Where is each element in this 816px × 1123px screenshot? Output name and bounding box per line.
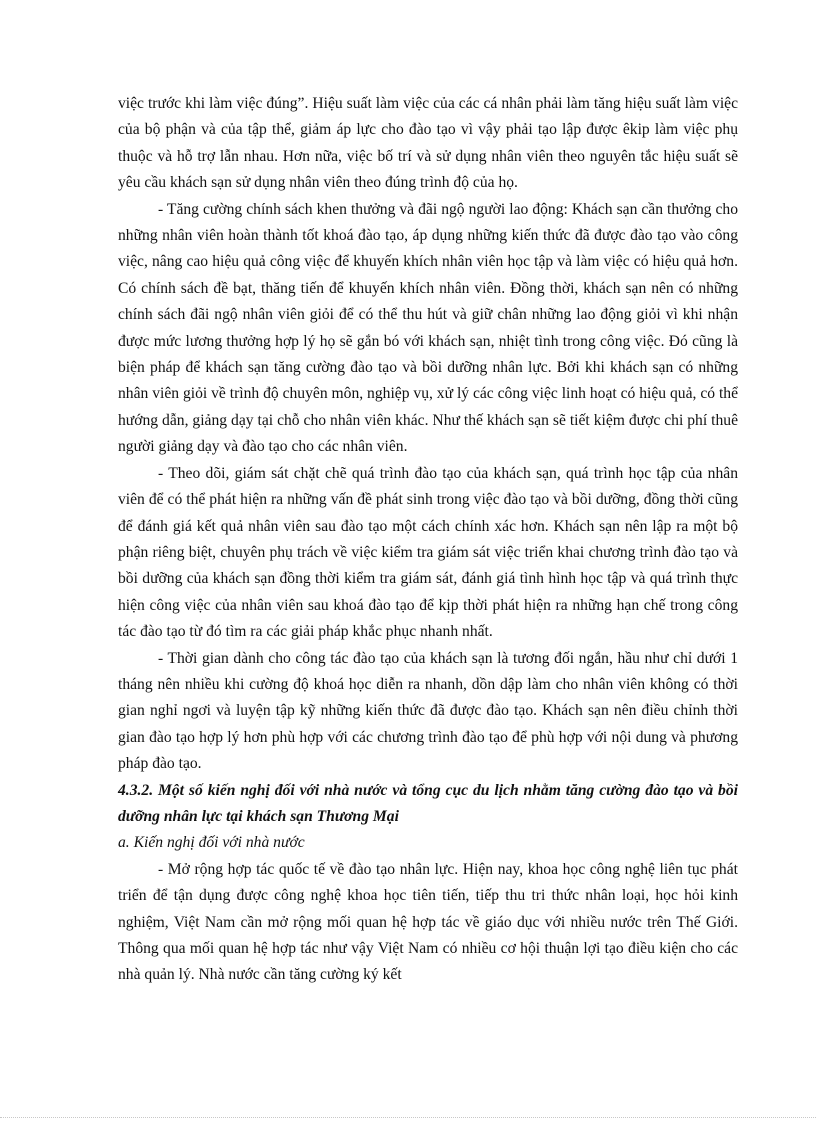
section-heading: 4.3.2. Một số kiến nghị đối với nhà nước và tổng cục du lịch nhằm tăng cường đào tạo và bồi dưỡng nhân lực tại khách sạn Thương Mại	[118, 781, 738, 825]
paragraph-reward-policy: - Tăng cường chính sách khen thưởng và đãi ngộ người lao động: Khách sạn cần thưởng cho những nhân viên hoàn thành tốt khoá đào tạo, áp dụng những kiến thức đã được đào tạo vào công việc, nâng cao hiệu quả công việc để khuyến khích nhân viên học tập và làm việc có hiệu quả hơn. Có chính sách đề bạt, thăng tiến để khuyến khích nhân viên. Đồng thời, khách sạn nên có những chính sách đãi ngộ nhân viên giỏi để có thể thu hút và giữ chân những lao động giỏi vì khi nhận được mức lương thưởng hợp lý họ sẽ gắn bó với khách sạn, nhiệt tình trong công việc. Đó cũng là biện pháp để khách sạn tăng cường đào tạo và bồi dưỡng nhân lực. Bởi khi khách sạn có những nhân viên giỏi về trình độ chuyên môn, nghiệp vụ, xử lý các công việc linh hoạt có hiệu quả, có thể hướng dẫn, giảng dạy tại chỗ cho nhân viên khác. Như thế khách sạn sẽ tiết kiệm được chi phí thuê người giảng dạy và đào tạo cho các nhân viên.	[118, 200, 738, 456]
paragraph-continuation: việc trước khi làm việc đúng”. Hiệu suất làm việc của các cá nhân phải làm tăng hiệu suất làm việc của bộ phận và của tập thể, giảm áp lực cho đào tạo vì vậy phải tạo lập được êkip làm việc phụ thuộc và hỗ trợ lẫn nhau. Hơn nữa, việc bố trí và sử dụng nhân viên theo nguyên tắc hiệu suất sẽ yêu cầu khách sạn sử dụng nhân viên theo đúng trình độ của họ.	[118, 95, 738, 192]
paragraph-monitoring: - Theo dõi, giám sát chặt chẽ quá trình đào tạo của khách sạn, quá trình học tập của nhân viên để có thể phát hiện ra những vấn đề phát sinh trong việc đào tạo và bồi dưỡng, đồng thời cũng để đánh giá kết quả nhân viên sau đào tạo một cách chính xác hơn. Khách sạn nên lập ra một bộ phận riêng biệt, chuyên phụ trách về việc kiểm tra giám sát việc triển khai chương trình đào tạo và bồi dưỡng của khách sạn đồng thời kiểm tra giám sát, đánh giá tình hình học tập và quá trình thực hiện công việc của nhân viên sau khoá đào tạo để kịp thời phát hiện ra những hạn chế trong công tác đào tạo từ đó tìm ra các giải pháp khắc phục nhanh nhất.	[118, 464, 738, 641]
paragraph-international-cooperation: - Mở rộng hợp tác quốc tế về đào tạo nhân lực. Hiện nay, khoa học công nghệ liên tục phát triển để tận dụng được công nghệ khoa học tiên tiến, tiếp thu tri thức nhân loại, học hỏi kinh nghiệm, Việt Nam cần mở rộng mối quan hệ hợp tác về giáo dục với nhiều nước trên Thế Giới. Thông qua mối quan hệ hợp tác như vậy Việt Nam có nhiều cơ hội thuận lợi tạo điều kiện cho các nhà quản lý. Nhà nước cần tăng cường ký kết	[118, 860, 738, 984]
page-bottom-divider	[0, 1117, 816, 1118]
subsection-heading: a. Kiến nghị đối với nhà nước	[118, 834, 305, 852]
page-body	[118, 91, 738, 989]
paragraph-training-time: - Thời gian dành cho công tác đào tạo của khách sạn là tương đối ngắn, hầu như chỉ dưới 1 tháng nên nhiều khi cường độ khoá học diễn ra nhanh, dồn dập làm cho nhân viên không có thời gian nghỉ ngơi và luyện tập kỹ những kiến thức đã được đào tạo. Khách sạn nên điều chỉnh thời gian đào tạo hợp lý hơn phù hợp với các chương trình đào tạo để phù hợp với nội dung và phương pháp đào tạo.	[118, 649, 738, 773]
